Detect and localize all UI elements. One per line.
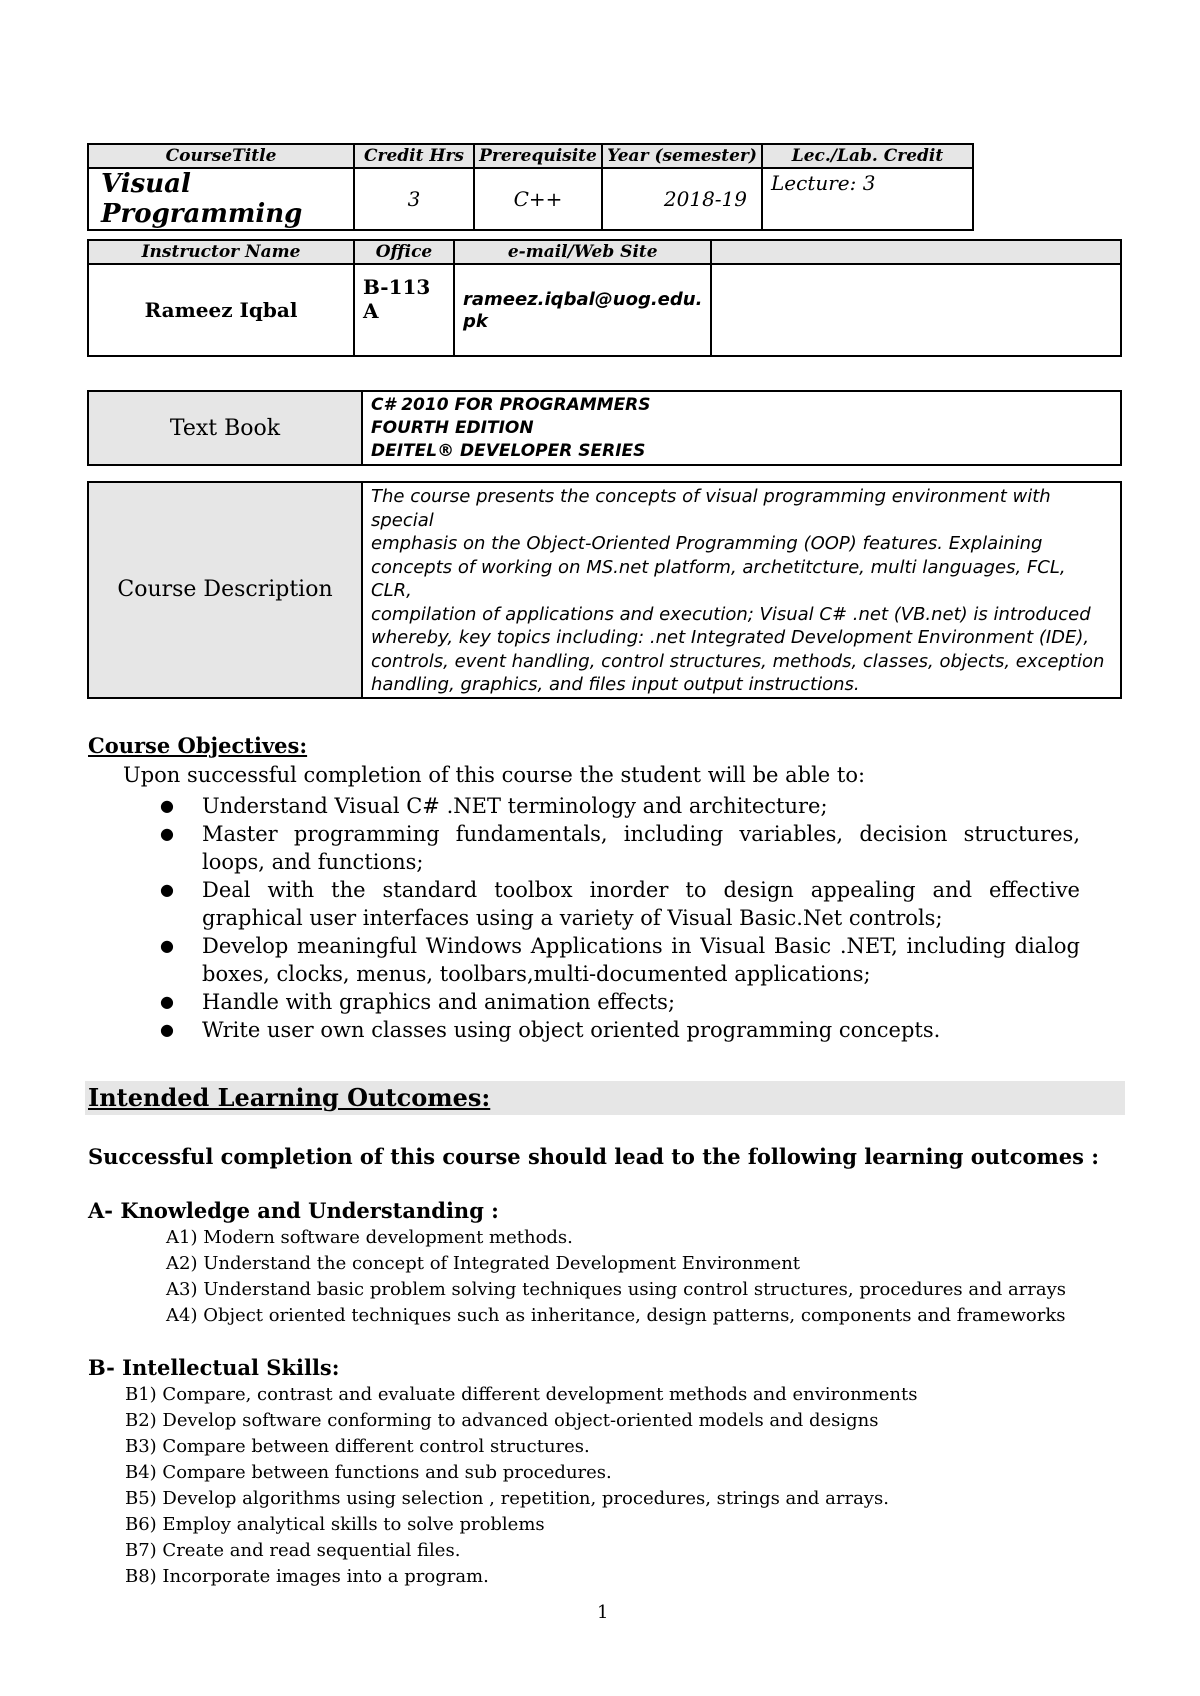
list-item: B7) Create and read sequential files. [125, 1540, 461, 1561]
list-item [160, 792, 1080, 820]
office-value: B-113 A [354, 264, 454, 356]
course-description-label: Course Description [88, 482, 362, 698]
course-description-text [362, 482, 1121, 698]
course-table-row [88, 168, 973, 230]
header-lec-lab-credit: Lec./Lab. Credit [762, 144, 973, 168]
lec-lab-value: Lecture: 3 [762, 168, 973, 230]
ilo-heading: Intended Learning Outcomes: [88, 1083, 491, 1112]
header-course-title: CourseTitle [88, 144, 354, 168]
list-item: B8) Incorporate images into a program. [125, 1566, 489, 1587]
objective-text: Understand Visual C# .NET terminology and architecture; [202, 794, 828, 818]
objective-text: Master programming fundamentals, including variables, decision structures, loops, and functions; [202, 822, 1080, 874]
course-info-table [87, 143, 974, 231]
list-item [160, 876, 1080, 932]
instructor-table [87, 239, 1122, 357]
course-table-header-row [88, 144, 973, 168]
list-item [160, 932, 1080, 988]
course-title: Visual Programming [88, 168, 354, 230]
email-line-1: rameez.iqbal@uog.edu. [463, 289, 703, 310]
header-blank [711, 240, 1121, 264]
description-line: concepts of working on MS.net platform, archetitcture, multi languages, FCL, CLR, [371, 556, 1066, 601]
objective-text: Develop meaningful Windows Applications in Visual Basic .NET, including dialog boxes, clocks, menus, toolbars,multi-documented applications; [202, 934, 1080, 986]
bullet-icon: ● [160, 824, 174, 843]
list-item: A4) Object oriented techniques such as inheritance, design patterns, components and frameworks [166, 1305, 1066, 1326]
course-description-row [88, 482, 1121, 698]
bullet-icon: ● [160, 880, 174, 899]
textbook-line: FOURTH EDITION [371, 418, 534, 438]
header-year: Year (semester) [602, 144, 762, 168]
textbook-line: C# 2010 FOR PROGRAMMERS [371, 395, 651, 415]
email-line-2: pk [463, 311, 488, 332]
description-line: compilation of applications and execution; Visual C# .net (VB.net) is introduced [371, 603, 1091, 625]
year-value: 2018-19 [602, 168, 762, 230]
bullet-icon: ● [160, 936, 174, 955]
list-item: A3) Understand basic problem solving techniques using control structures, procedures and arrays [166, 1279, 1067, 1300]
list-item: B2) Develop software conforming to advanced object-oriented models and designs [125, 1410, 879, 1431]
course-description-table [87, 481, 1122, 699]
credit-hrs-value: 3 [354, 168, 474, 230]
objective-text: Write user own classes using object oriented programming concepts. [202, 1018, 941, 1042]
list-item [160, 820, 1080, 876]
list-item: B5) Develop algorithms using selection , repetition, procedures, strings and arrays. [125, 1488, 889, 1509]
page-number: 1 [597, 1602, 609, 1623]
header-email: e-mail/Web Site [454, 240, 711, 264]
list-item: B4) Compare between functions and sub procedures. [125, 1462, 612, 1483]
objective-text: Handle with graphics and animation effects; [202, 990, 676, 1014]
bullet-icon: ● [160, 992, 174, 1011]
list-item: B1) Compare, contrast and evaluate different development methods and environments [125, 1384, 918, 1405]
header-credit-hrs: Credit Hrs [354, 144, 474, 168]
description-line: The course presents the concepts of visual programming environment with special [371, 486, 1051, 531]
section-a-heading: A- Knowledge and Understanding : [88, 1198, 499, 1223]
textbook-label: Text Book [88, 391, 362, 465]
list-item: A2) Understand the concept of Integrated Development Environment [166, 1253, 801, 1274]
prerequisite-value: C++ [474, 168, 602, 230]
list-item: B6) Employ analytical skills to solve problems [125, 1514, 545, 1535]
instructor-name: Rameez Iqbal [88, 264, 354, 356]
textbook-row [88, 391, 1121, 465]
header-office: Office [354, 240, 454, 264]
header-instructor-name: Instructor Name [88, 240, 354, 264]
description-line: handling, graphics, and files input output instructions. [371, 674, 860, 695]
header-prerequisite: Prerequisite [474, 144, 602, 168]
list-item: A1) Modern software development methods. [166, 1227, 573, 1248]
description-line: controls, event handling, control structures, methods, classes, objects, exception [371, 650, 1105, 672]
list-item [160, 988, 1080, 1016]
objectives-heading: Course Objectives: [88, 733, 308, 758]
section-a-list [166, 1225, 1066, 1329]
bullet-icon: ● [160, 1020, 174, 1039]
textbook-table [87, 390, 1122, 466]
textbook-value [362, 391, 1121, 465]
description-line: emphasis on the Object-Oriented Programming (OOP) features. Explaining [371, 533, 1043, 554]
textbook-line: DEITEL® DEVELOPER SERIES [371, 441, 646, 461]
list-item: B3) Compare between different control structures. [125, 1436, 590, 1457]
description-line: whereby, key topics including: .net Integrated Development Environment (IDE), [371, 627, 1090, 648]
objective-text: Deal with the standard toolbox inorder to design appealing and effective graphical user interfaces using a variety of Visual Basic.Net controls; [202, 878, 1080, 930]
section-b-list [125, 1382, 917, 1590]
section-b-heading: B- Intellectual Skills: [88, 1355, 340, 1380]
email-value [454, 264, 711, 356]
bullet-icon: ● [160, 796, 174, 815]
instructor-table-header-row [88, 240, 1121, 264]
blank-cell [711, 264, 1121, 356]
objectives-list [160, 792, 1080, 1044]
list-item [160, 1016, 1080, 1044]
instructor-table-row [88, 264, 1121, 356]
objectives-intro: Upon successful completion of this course the student will be able to: [123, 763, 866, 787]
ilo-lead: Successful completion of this course should lead to the following learning outcomes : [88, 1144, 1099, 1169]
